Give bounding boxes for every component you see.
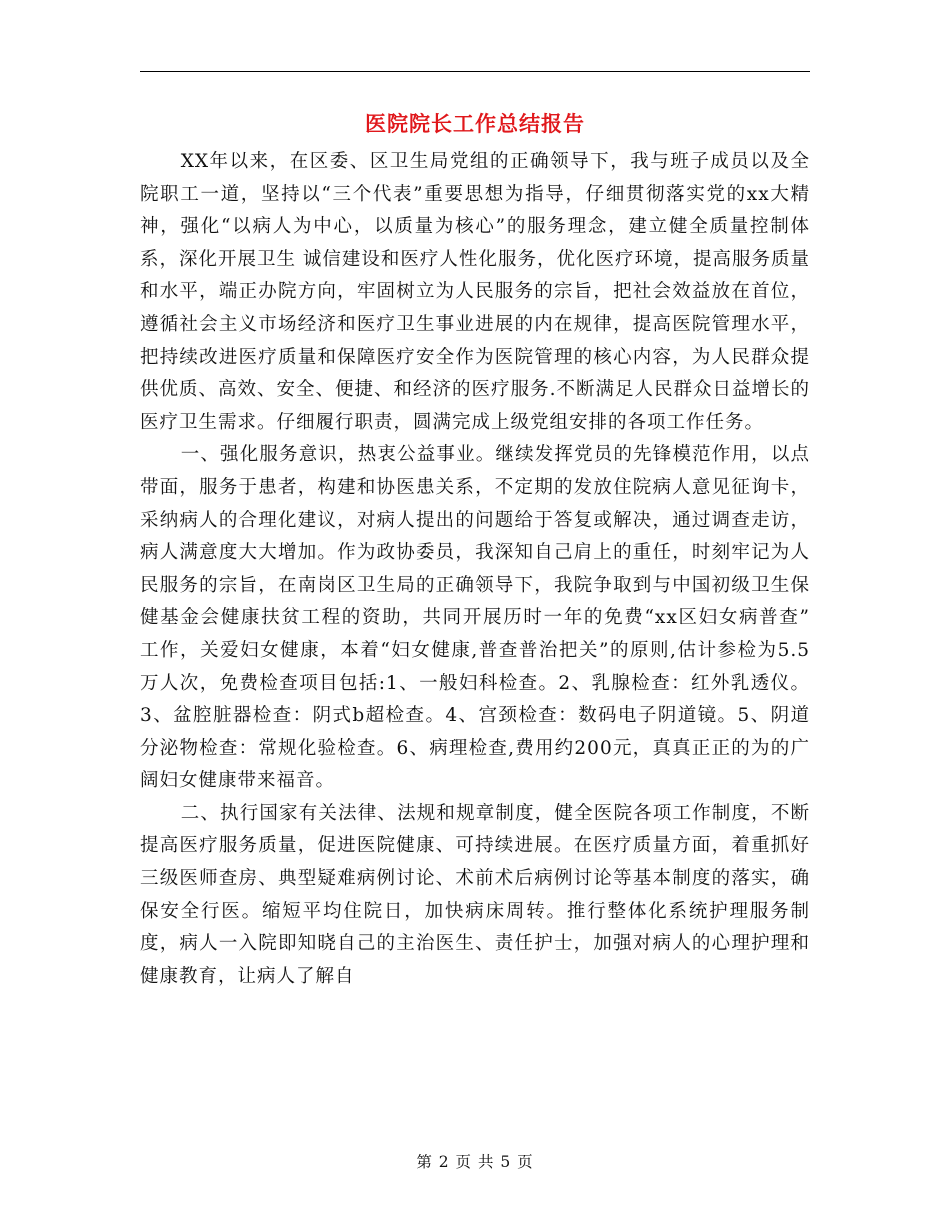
document-body [140, 146, 810, 993]
header-rule [140, 71, 810, 72]
paragraph-intro: XX年以来，在区委、区卫生局党组的正确领导下，我与班子成员以及全院职工一道，坚持以“三个代表”重要思想为指导，仔细贯彻落实党的xx大精神，强化“以病人为中心，以质量为核心”的服务理念，建立健全质量控制体系，深化开展卫生 诚信建设和医疗人性化服务，优化医疗环境，提高服务质量和水平，端正办院方向，牢固树立为人民服务的宗旨，把社会效益放在首位，遵循社会主义市场经济和医疗卫生事业进展的内在规律，提高医院管理水平，把持续改进医疗质量和保障医疗安全作为医院管理的核心内容，为人民群众提供优质、高效、安全、便捷、和经济的医疗服务.不断满足人民群众日益增长的医疗卫生需求。仔细履行职责，圆满完成上级党组安排的各项工作任务。 [140, 151, 810, 433]
paragraph-section-1: 一、强化服务意识，热衷公益事业。继续发挥党员的先锋模范作用，以点带面，服务于患者，构建和协医患关系，不定期的发放住院病人意见征询卡，采纳病人的合理化建议，对病人提出的问题给于答复或解决，通过调查走访，病人满意度大大增加。作为政协委员，我深知自己肩上的重任，时刻牢记为人民服务的宗旨，在南岗区卫生局的正确领导下，我院争取到与中国初级卫生保健基金会健康扶贫工程的资助，共同开展历时一年的免费“xx区妇女病普查” 工作，关爱妇女健康，本着“妇女健康,普查普治把关”的原则,估计参检为5.5万人次，免费检查项目包括:1、一般妇科检查。2、乳腺检查：红外乳透仪。 3、盆腔脏器检查：阴式b超检查。4、宫颈检查：数码电子阴道镜。5、阴道分泌物检查：常规化验检查。6、病理检查,费用约200元，真真正正的为的广阔妇女健康带来福音。 [140, 444, 810, 792]
document-title: 医院院长工作总结报告 [365, 111, 585, 136]
paragraph-section-2: 二、执行国家有关法律、法规和规章制度，健全医院各项工作制度，不断提高医疗服务质量，促进医院健康、可持续进展。在医疗质量方面，着重抓好三级医师查房、典型疑难病例讨论、术前术后病例讨论等基本制度的落实，确保安全行医。缩短平均住院日，加快病床周转。推行整体化系统护理服务制度，病人一入院即知晓自己的主治医生、责任护士，加强对病人的心理护理和健康教育，让病人了解自 [140, 802, 810, 987]
page-number-footer: 第 2 页 共 5 页 [416, 1153, 534, 1171]
